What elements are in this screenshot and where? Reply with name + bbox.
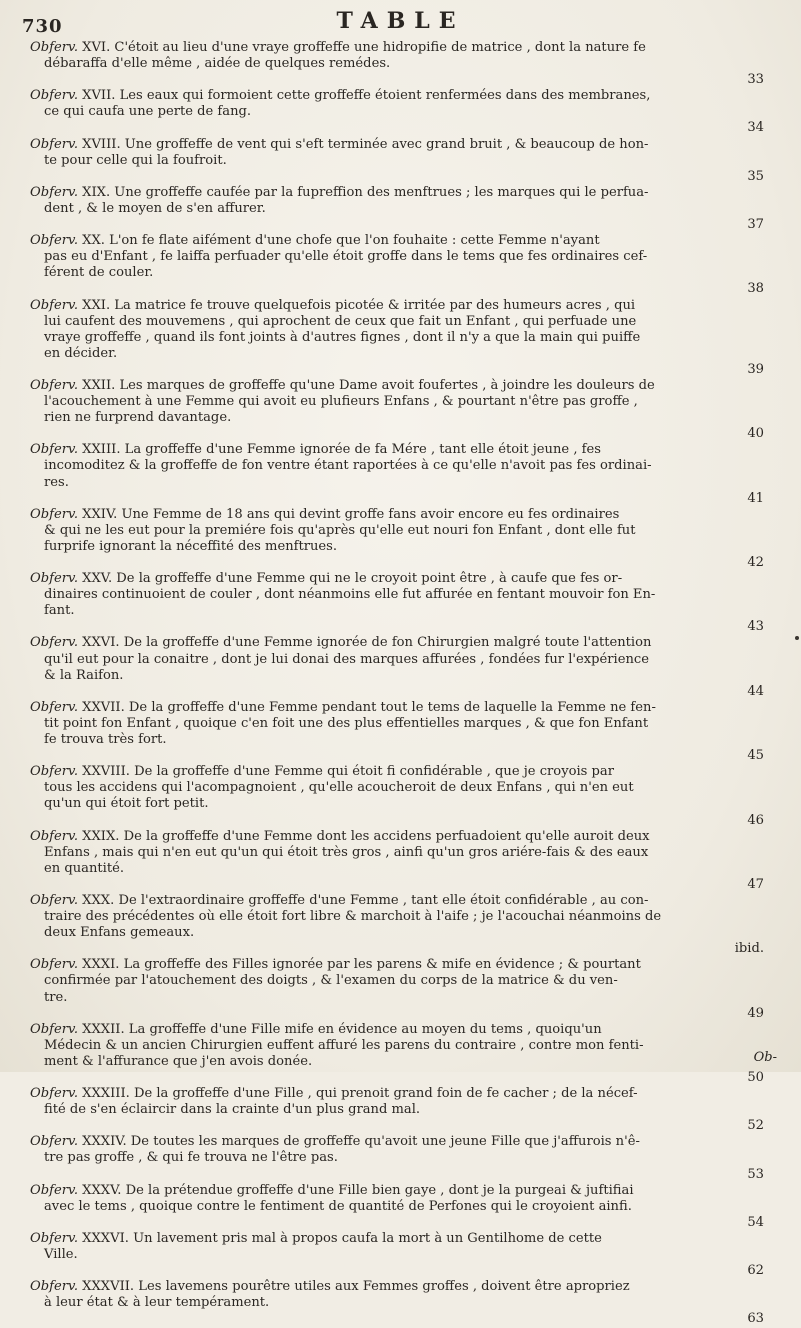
entry-text: tre. (44, 989, 68, 1005)
entry-line (30, 668, 782, 684)
entry-text: XVII. Les eaux qui formoient cette groffeffe étoient renfermées dans des membranes, (82, 88, 651, 104)
entry-text: rien ne furprend davantage. (44, 410, 232, 426)
page-reference[interactable]: 47 (747, 876, 764, 892)
entry-text: XXVI. De la groffeffe d'une Femme ignorée de fon Chirurgien malgré toute l'attention (82, 635, 652, 651)
observation-entry (30, 893, 782, 957)
entry-line (30, 780, 782, 796)
entry-line (30, 410, 782, 426)
observation-entry (30, 298, 782, 378)
entry-line (30, 137, 782, 153)
page-reference[interactable]: 43 (747, 619, 764, 635)
observation-entry (30, 137, 782, 185)
entry-line (30, 603, 782, 619)
entry-text: débaraffa d'elle même , aidée de quelques remédes. (44, 56, 391, 72)
page-reference[interactable]: 33 (747, 72, 764, 88)
entry-text: XXIX. De la groffeffe d'une Femme dont les accidens perfuadoient qu'elle auroit deux (82, 828, 650, 844)
entry-line (30, 1054, 782, 1070)
page-reference[interactable]: 39 (747, 361, 764, 377)
entry-text: pas eu d'Enfant , fe laiffa perfuader qu'elle étoit groffe dans le tems que fes ordinaires cef- (44, 249, 648, 265)
entry-text: XXVII. De la groffeffe d'une Femme pendant tout le tems de laquelle la Femme ne fen- (82, 699, 656, 715)
page-reference[interactable]: 38 (747, 281, 764, 297)
observation-entry (30, 233, 782, 297)
entry-line (30, 185, 782, 201)
catchword: Ob- (753, 1050, 777, 1065)
entry-text: XXV. De la groffeffe d'une Femme qui ne le croyoit point être , à caufe que fes or- (82, 571, 623, 587)
observation-entry (30, 88, 782, 136)
entry-text: incomoditez & la groffeffe de fon ventre étant raportées à ce qu'elle n'avoit pas fes ordinai- (44, 458, 652, 474)
entry-line (30, 1295, 782, 1311)
observation-entry (30, 442, 782, 506)
entry-line (30, 909, 782, 925)
page-reference[interactable]: 40 (747, 426, 764, 442)
entry-text: ce qui caufa une perte de fang. (44, 104, 252, 120)
entry-text: tous les accidens qui l'acompagnoient , qu'elle acoucheroit de deux Enfans , qui n'en eut (44, 780, 634, 796)
entry-text: tit point fon Enfant , quoique c'en foit une des plus effentielles marques , & que fon Enfant (44, 715, 649, 731)
entry-line (30, 104, 782, 120)
entry-line (30, 973, 782, 989)
entry-line (30, 233, 782, 249)
observation-label: Obferv. (30, 136, 78, 152)
observation-label: Obferv. (30, 1134, 78, 1150)
entry-text: XX. L'on fe flate aifément d'une chofe que l'on fouhaite : cette Femme n'ayant (82, 233, 600, 249)
entry-text: XXIII. La groffeffe d'une Femme ignorée de fa Mére , tant elle étoit jeune , fes (82, 442, 601, 458)
page-reference[interactable]: 49 (747, 1005, 764, 1021)
page-reference[interactable]: 41 (747, 490, 764, 506)
entry-line (30, 539, 782, 555)
entry-line (30, 378, 782, 394)
observation-label: Obferv. (30, 699, 78, 715)
entry-line (30, 88, 782, 104)
entry-line (30, 861, 782, 877)
entry-text: traire des précédentes où elle étoit fort libre & marchoit à l'aife ; je l'acouchai néanmoins de (44, 909, 662, 925)
page-reference[interactable]: 42 (747, 555, 764, 570)
entry-line (30, 716, 782, 732)
entry-text: confirmée par l'atouchement des doigts , & l'examen du corps de la matrice & du ven- (44, 973, 618, 989)
entry-text: l'acouchement à une Femme qui avoit eu plufieurs Enfans , & pourtant n'être pas groffe , (44, 394, 638, 410)
entry-text: qu'il eut pour la conaitre , dont je lui donai des marques affurées , fondées fur l'expérience (44, 651, 649, 667)
observation-label: Obferv. (30, 88, 78, 104)
observation-label: Obferv. (30, 1086, 78, 1102)
table-of-observations (30, 40, 782, 1328)
entry-line (30, 265, 782, 281)
observation-entry (30, 829, 782, 893)
entry-line (30, 845, 782, 861)
page-number: 730 (22, 16, 63, 37)
entry-line (30, 571, 782, 587)
entry-line (30, 523, 782, 539)
observation-label: Obferv. (30, 1279, 78, 1295)
observation-label: Obferv. (30, 1021, 78, 1037)
entry-line (30, 475, 782, 491)
entry-line (30, 314, 782, 330)
entry-text: XXXII. La groffeffe d'une Fille mife en évidence au moyen du tems , quoiqu'un (82, 1021, 602, 1037)
entry-text: dinaires continuoient de couler , dont néanmoins elle fut affurée en fentant mouvoir fon En- (44, 587, 656, 603)
entry-line (30, 249, 782, 265)
observation-entry (30, 635, 782, 699)
observation-label: Obferv. (30, 892, 78, 908)
entry-line (30, 893, 782, 909)
page-reference[interactable]: 46 (747, 812, 764, 828)
page-reference[interactable]: 50 (747, 1070, 764, 1085)
observation-entry (30, 1183, 782, 1231)
observation-label: Obferv. (30, 233, 78, 249)
observation-label: Obferv. (30, 442, 78, 458)
entry-line (30, 829, 782, 845)
entry-text: XIX. Une groffeffe caufée par la fupreffion des menftrues ; les marques qui le perfua- (82, 184, 649, 200)
observation-label: Obferv. (30, 1182, 78, 1198)
entry-line (30, 1247, 782, 1263)
entry-text: Ville. (44, 1247, 78, 1263)
entry-line (30, 40, 782, 56)
page-reference[interactable]: 62 (747, 1263, 764, 1279)
entry-line (30, 1134, 782, 1150)
entry-text: férent de couler. (44, 265, 154, 281)
entry-line (30, 330, 782, 346)
observation-label: Obferv. (30, 957, 78, 973)
observation-entry (30, 1022, 782, 1086)
entry-text: XXX. De l'extraordinaire groffeffe d'une Femme , tant elle étoit confidérable , au con- (82, 892, 649, 908)
entry-text: lui caufent des mouvemens , qui aprochent de ceux que fait un Enfant , qui perfuade une (44, 313, 637, 329)
observation-label: Obferv. (30, 297, 78, 313)
observation-entry (30, 1231, 782, 1279)
observation-entry (30, 1279, 782, 1327)
page-reference[interactable]: 63 (747, 1311, 764, 1327)
entry-text: & qui ne les eut pour la premiére fois qu'après qu'elle eut nouri fon Enfant , dont elle fut (44, 522, 636, 538)
observation-label: Obferv. (30, 764, 78, 780)
entry-line (30, 346, 782, 362)
entry-line (30, 990, 782, 1006)
entry-text: furprife ignorant la néceffité des menftrues. (44, 538, 338, 554)
entry-line (30, 587, 782, 603)
entry-text: fité de s'en éclaircir dans la crainte d'un plus grand mal. (44, 1102, 421, 1118)
entry-line (30, 1279, 782, 1295)
entry-text: XXI. La matrice fe trouve quelquefois picotée & irritée par des humeurs acres , qui (82, 297, 636, 313)
observation-label: Obferv. (30, 506, 78, 522)
entry-text: XXXIV. De toutes les marques de groffeffe qu'avoit une jeune Fille que j'affurois n'ê- (82, 1134, 640, 1150)
observation-label: Obferv. (30, 635, 78, 651)
entry-line (30, 394, 782, 410)
entry-line (30, 298, 782, 314)
entry-text: tre pas groffe , & qui fe trouva ne l'être pas. (44, 1150, 338, 1166)
entry-text: Enfans , mais qui n'en eut qu'un qui étoit très gros , ainfi qu'un gros ariére-fais & des eaux (44, 844, 649, 860)
observation-entry (30, 764, 782, 828)
page-reference[interactable]: 54 (747, 1214, 764, 1230)
entry-text: XVIII. Une groffeffe de vent qui s'eft terminée avec grand bruit , & beaucoup de hon- (82, 136, 649, 152)
page-reference[interactable]: ibid. (734, 941, 764, 957)
margin-ink-dot (795, 636, 799, 640)
entry-text: & la Raifon. (44, 667, 124, 683)
observation-entry (30, 378, 782, 442)
entry-text: XVI. C'étoit au lieu d'une vraye groffeffe une hidropifie de matrice , dont la nature fe (82, 40, 646, 55)
page-reference[interactable]: 37 (747, 217, 764, 233)
entry-line (30, 925, 782, 941)
entry-line (30, 1199, 782, 1215)
entry-text: qu'un qui étoit fort petit. (44, 796, 209, 812)
entry-text: XXXI. La groffeffe des Filles ignorée par les parens & mife en évidence ; & pourtant (82, 957, 641, 973)
entry-line (30, 957, 782, 973)
entry-text: Médecin & un ancien Chirurgien euffent affuré les parens du contraire , contre mon fenti- (44, 1037, 644, 1053)
entry-line (30, 1150, 782, 1166)
observation-label: Obferv. (30, 377, 78, 393)
entry-text: fe trouva très fort. (44, 732, 167, 748)
observation-label: Obferv. (30, 40, 78, 55)
entry-text: te pour celle qui la foufroit. (44, 152, 227, 168)
entry-line (30, 1086, 782, 1102)
entry-line (30, 201, 782, 217)
entry-text: en décider. (44, 345, 118, 361)
entry-text: XXXIII. De la groffeffe d'une Fille , qui prenoit grand foin de fe cacher ; de la nécef- (82, 1086, 638, 1102)
page-reference[interactable]: 34 (747, 120, 764, 136)
running-title: TABLE (336, 8, 465, 34)
entry-text: deux Enfans gemeaux. (44, 925, 195, 941)
observation-entry (30, 1086, 782, 1134)
entry-text: XXXVI. Un lavement pris mal à propos caufa la mort à un Gentilhome de cette (82, 1230, 602, 1246)
entry-line (30, 796, 782, 812)
entry-line (30, 507, 782, 523)
entry-line (30, 1022, 782, 1038)
page-reference[interactable]: 52 (747, 1118, 764, 1134)
entry-line (30, 700, 782, 716)
observation-label: Obferv. (30, 1230, 78, 1246)
entry-text: en quantité. (44, 860, 125, 876)
page-reference[interactable]: 44 (747, 683, 764, 699)
observation-entry (30, 571, 782, 635)
entry-line (30, 732, 782, 748)
observation-entry (30, 700, 782, 764)
page-reference[interactable]: 35 (747, 168, 764, 184)
observation-entry (30, 957, 782, 1021)
entry-line (30, 652, 782, 668)
entry-text: fant. (44, 603, 75, 619)
entry-line (30, 764, 782, 780)
entry-text: à leur état & à leur tempérament. (44, 1295, 270, 1311)
entry-text: ment & l'affurance que j'en avois donée. (44, 1053, 313, 1069)
entry-line (30, 1231, 782, 1247)
entry-line (30, 56, 782, 72)
entry-text: XXXVII. Les lavemens pourêtre utiles aux Femmes groffes , doivent être apropriez (82, 1279, 630, 1295)
observation-label: Obferv. (30, 828, 78, 844)
entry-line (30, 458, 782, 474)
observation-entry (30, 1134, 782, 1182)
entry-text: XXIV. Une Femme de 18 ans qui devint groffe fans avoir encore eu fes ordinaires (82, 506, 620, 522)
entry-line (30, 635, 782, 651)
entry-text: dent , & le moyen de s'en affurer. (44, 200, 266, 216)
observation-label: Obferv. (30, 571, 78, 587)
entry-text: res. (44, 474, 69, 490)
entry-line (30, 153, 782, 169)
entry-line (30, 442, 782, 458)
entry-text: avec le tems , quoique contre le fentiment de quantité de Perfones qui le croyoient ainfi. (44, 1198, 632, 1214)
entry-line (30, 1183, 782, 1199)
page-reference[interactable]: 45 (747, 748, 764, 764)
observation-entry (30, 507, 782, 571)
observation-entry (30, 185, 782, 233)
entry-line (30, 1038, 782, 1054)
entry-text: XXVIII. De la groffeffe d'une Femme qui étoit fi confidérable , que je croyois par (82, 764, 614, 780)
entry-text: XXXV. De la prétendue groffeffe d'une Fille bien gaye , dont je la purgeai & juftifiai (82, 1182, 634, 1198)
page-reference[interactable]: 53 (747, 1166, 764, 1182)
entry-line (30, 1102, 782, 1118)
entry-text: XXII. Les marques de groffeffe qu'une Dame avoit foufertes , à joindre les douleurs de (82, 377, 655, 393)
observation-entry (30, 40, 782, 88)
observation-label: Obferv. (30, 184, 78, 200)
entry-text: vraye groffeffe , quand ils font joints à d'autres fignes , dont il n'y a que la main qui puiffe (44, 329, 641, 345)
